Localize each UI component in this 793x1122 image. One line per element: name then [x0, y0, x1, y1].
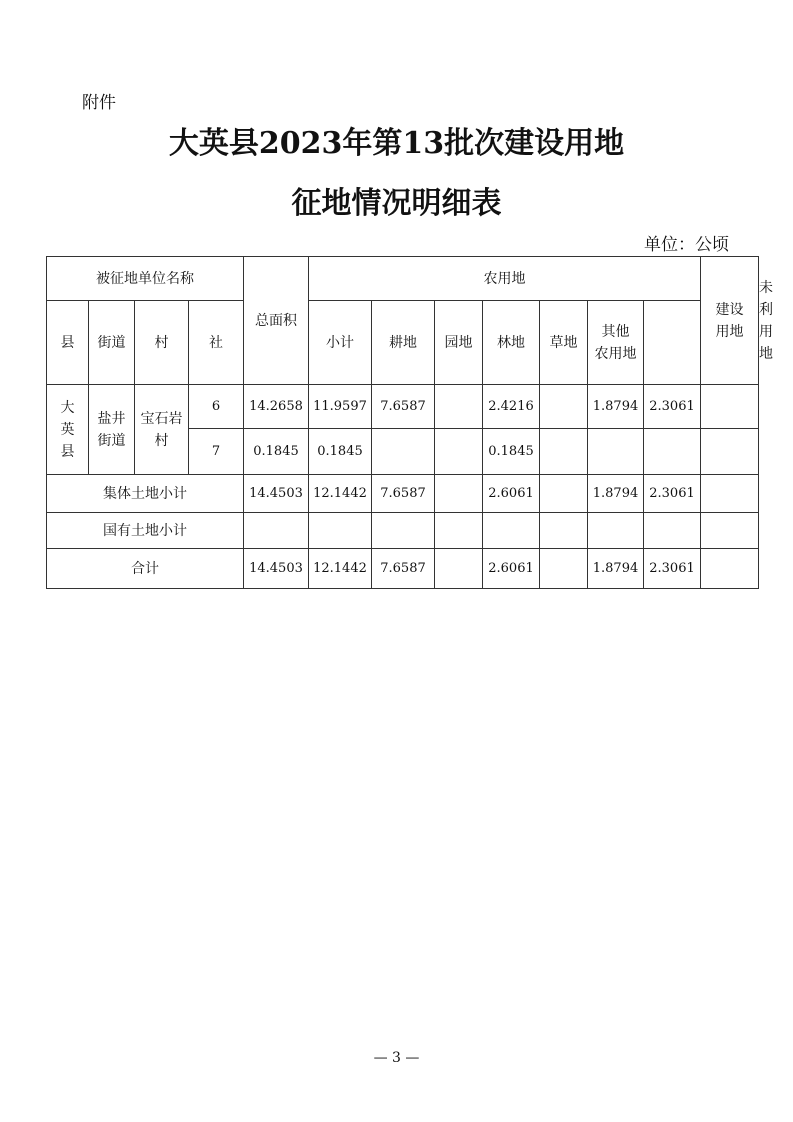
page-subtitle: 征地情况明细表: [291, 186, 502, 221]
community-cell: 6: [189, 385, 244, 429]
garden-cell: [435, 385, 483, 429]
other-agri-cell: 1.8794: [588, 385, 644, 429]
header-county: 县: [47, 301, 89, 385]
subtotal-cell: 11.9597: [309, 385, 372, 429]
header-other-agri: [588, 301, 644, 385]
header-forest: 林地: [483, 301, 540, 385]
community-cell: 7: [189, 429, 244, 475]
county-char: 大: [60, 399, 75, 416]
grand-label: 合计: [47, 549, 244, 589]
land-acquisition-table: 被征地单位名称 总面积 农用地 建设 用地 未利 用地 县 街道 村 社 小计 耕地 园地 林地 草地 其他 农用地 大 英 县 盐井 街道 宝石岩 村 6 14.2658 11.9597 7.6587 2.4216 1.8794 2.3061 7 0.1845 0.1845 0.1845 集体土地小计 14.4503 12.1442 7.6587 2.6061 1.8794 2.3061 国有土地小计 合计 14.4503 12.1442 7.6587 2.6061 1.8794 2.3061: [46, 256, 759, 589]
attachment-label: 附件: [82, 93, 116, 113]
construction-cell: 2.3061: [644, 385, 701, 429]
garden-cell: [435, 549, 483, 589]
grass-cell: [540, 513, 588, 549]
header-agri-group: 农用地: [309, 257, 701, 301]
header-subtotal: 小计: [309, 301, 372, 385]
village-line2: 村: [154, 432, 169, 449]
forest-cell: [483, 513, 540, 549]
village-line1: 宝石岩: [140, 410, 183, 427]
total-cell: 14.4503: [244, 475, 309, 513]
street-line1: 盐井: [97, 410, 126, 427]
page-title: 大英县2023年第13批次建设用地: [168, 126, 625, 161]
subtotal-cell: 12.1442: [309, 475, 372, 513]
subtotal-cell: [309, 513, 372, 549]
total-cell: [244, 513, 309, 549]
garden-cell: [435, 475, 483, 513]
grand-total-row: [47, 549, 759, 589]
cultivated-cell: 7.6587: [372, 549, 435, 589]
header-construction-line2: 用地: [715, 323, 744, 340]
construction-cell: 2.3061: [644, 475, 701, 513]
forest-cell: 2.6061: [483, 549, 540, 589]
other-agri-cell: 1.8794: [588, 549, 644, 589]
unused-cell: [701, 513, 759, 549]
other-agri-cell: [588, 429, 644, 475]
cultivated-cell: 7.6587: [372, 475, 435, 513]
page-number: — 3 —: [373, 1050, 420, 1066]
total-cell: 0.1845: [244, 429, 309, 475]
collective-subtotal-row: [47, 475, 759, 513]
header-construction-land: [701, 257, 759, 385]
collective-label: 集体土地小计: [47, 475, 244, 513]
header-grass: 草地: [540, 301, 588, 385]
subtotal-cell: 0.1845: [309, 429, 372, 475]
state-label: 国有土地小计: [47, 513, 244, 549]
village-cell: [135, 385, 189, 475]
header-cultivated: 耕地: [372, 301, 435, 385]
street-cell: [89, 385, 135, 475]
header-total-area: 总面积: [244, 257, 309, 385]
header-community: 社: [189, 301, 244, 385]
construction-cell: [644, 429, 701, 475]
other-agri-cell: 1.8794: [588, 475, 644, 513]
cultivated-cell: [372, 513, 435, 549]
subtotal-cell: 12.1442: [309, 549, 372, 589]
table-row: [47, 385, 759, 429]
cultivated-cell: 7.6587: [372, 385, 435, 429]
header-unit-group: 被征地单位名称: [47, 257, 244, 301]
unit-label: 单位：公顷: [644, 235, 729, 255]
construction-cell: 2.3061: [644, 549, 701, 589]
grass-cell: [540, 475, 588, 513]
grass-cell: [540, 549, 588, 589]
header-other-line2: 农用地: [594, 345, 637, 362]
unused-cell: [701, 475, 759, 513]
street-line2: 街道: [97, 432, 126, 449]
construction-cell: [644, 513, 701, 549]
county-char: 英: [60, 421, 75, 438]
unused-cell: [701, 385, 759, 429]
grass-cell: [540, 385, 588, 429]
header-other-line1: 其他: [601, 323, 630, 340]
unused-cell: [701, 549, 759, 589]
total-cell: 14.4503: [244, 549, 309, 589]
header-street: 街道: [89, 301, 135, 385]
cultivated-cell: [372, 429, 435, 475]
total-cell: 14.2658: [244, 385, 309, 429]
header-garden: 园地: [435, 301, 483, 385]
forest-cell: 0.1845: [483, 429, 540, 475]
grass-cell: [540, 429, 588, 475]
forest-cell: 2.4216: [483, 385, 540, 429]
county-char: 县: [60, 443, 75, 460]
unused-cell: [701, 429, 759, 475]
state-subtotal-row: [47, 513, 759, 549]
other-agri-cell: [588, 513, 644, 549]
county-cell: [47, 385, 89, 475]
garden-cell: [435, 429, 483, 475]
forest-cell: 2.6061: [483, 475, 540, 513]
header-village: 村: [135, 301, 189, 385]
garden-cell: [435, 513, 483, 549]
header-construction-line1: 建设: [715, 301, 744, 318]
